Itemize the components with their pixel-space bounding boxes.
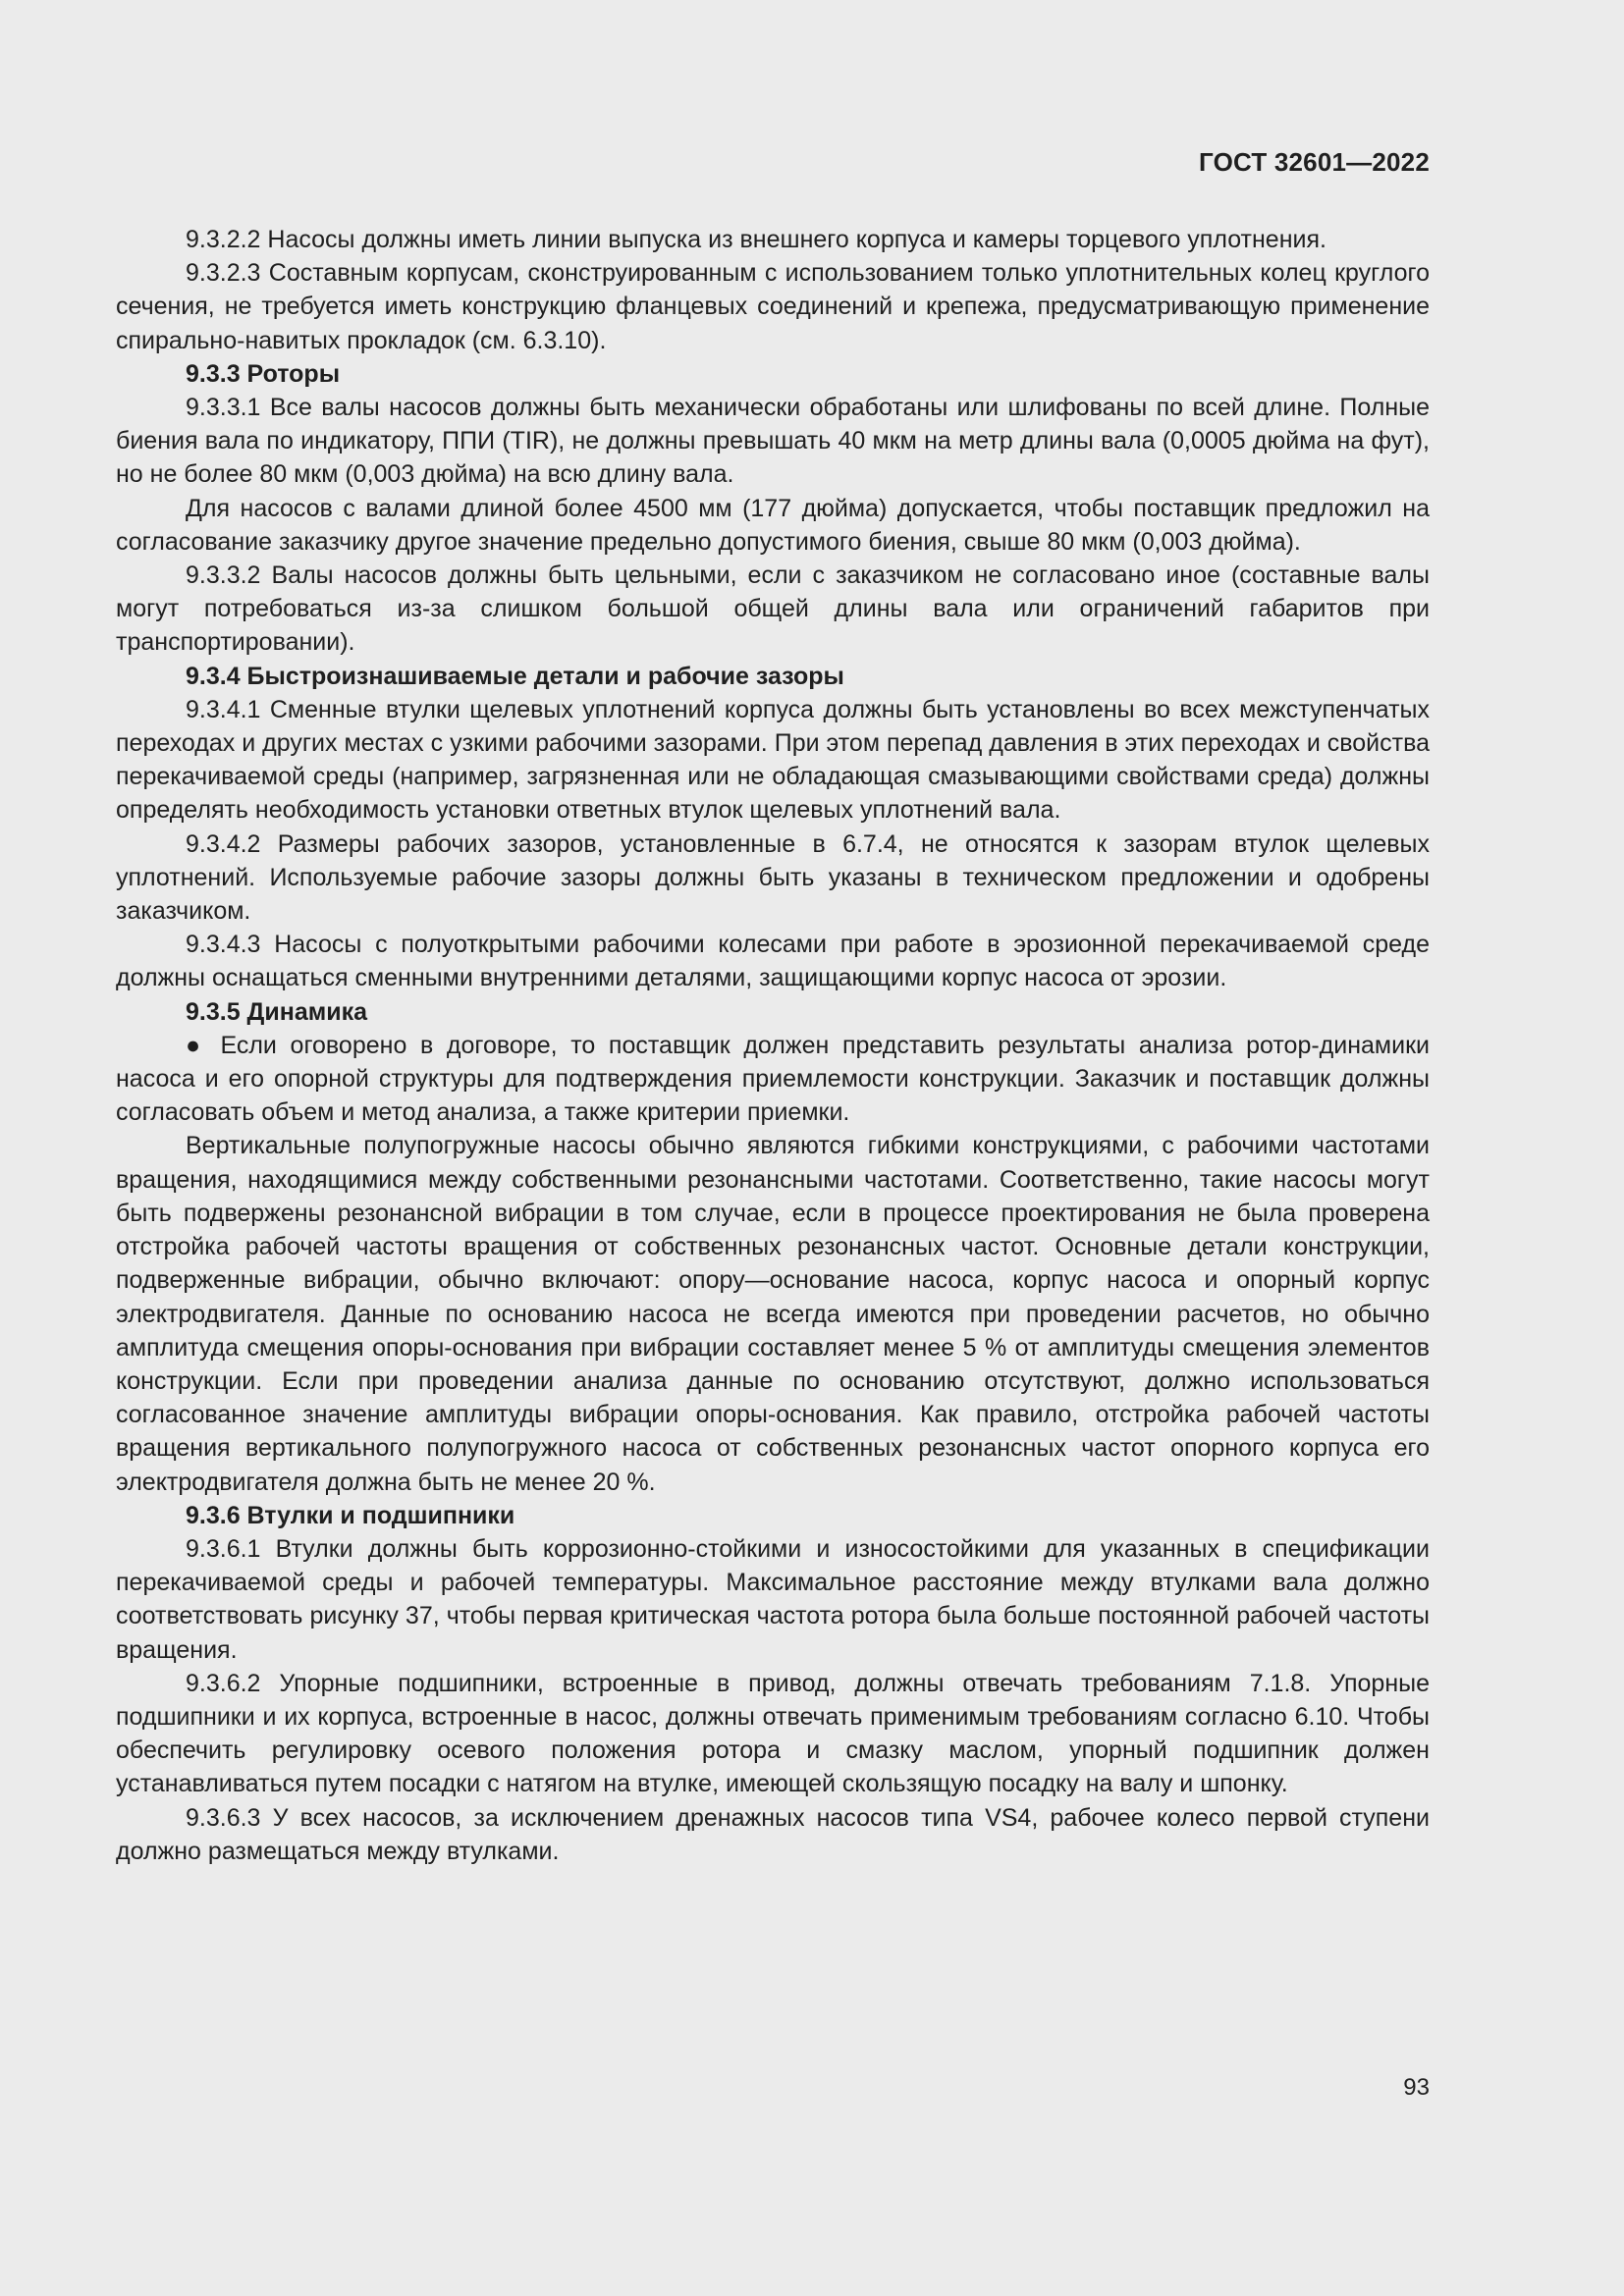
section-heading: 9.3.5 Динамика — [186, 997, 368, 1026]
paragraph: Вертикальные полупогружные насосы обычно являются гибкими конструкциями, с рабочими частотами вращения, находящимися между собственными резонансными частотами. Соответственно, такие насосы могут быть подвержены резонансной вибрации в том случае, если в процессе проектирования не была проверена отстройка рабочей частоты вращения от собственных резонансных частот. Основные детали конструкции, подверженные вибрации, обычно включают: опору—основание насоса, корпус насоса и опорный корпус электродвигателя. Данные по основанию насоса не всегда имеются при проведении расчетов, но обычно амплитуда смещения опоры-основания при вибрации составляет менее 5 % от амплитуды смещения элементов конструкции. Если при проведении анализа данные по основанию отсутствуют, должно использоваться согласованное значение амплитуды вибрации опоры-основания. Как правило, отстройка рабочей частоты вращения вертикального полупогружного насоса от собственных резонансных частот опорного корпуса его электродвигателя должна быть не менее 20 %. — [116, 1132, 1430, 1496]
paragraph: 9.3.6.1 Втулки должны быть коррозионно-стойкими и износостойкими для указанных в спецификации перекачиваемой среды и рабочей температуры. Максимальное расстояние между втулками вала должно соответствовать рисунку 37, чтобы первая критическая частота ротора была больше постоянной рабочей частоты вращения. — [116, 1534, 1430, 1664]
document-body — [116, 223, 1430, 1868]
paragraph: Для насосов с валами длиной более 4500 мм (177 дюйма) допускается, чтобы поставщик предложил на согласование заказчику другое значение предельно допустимого биения, свыше 80 мкм (0,003 дюйма). — [116, 494, 1430, 556]
paragraph: 9.3.3.2 Валы насосов должны быть цельными, если с заказчиком не согласовано иное (составные валы могут потребоваться из-за слишком большой общей длины вала или ограничений габаритов при транспортировании). — [116, 561, 1430, 657]
paragraph: 9.3.4.2 Размеры рабочих зазоров, установленные в 6.7.4, не относятся к зазорам втулок щелевых уплотнений. Используемые рабочие зазоры должны быть указаны в техническом предложении и одобрены заказчиком. — [116, 829, 1430, 926]
paragraph: ● Если оговорено в договоре, то поставщик должен представить результаты анализа ротор-динамики насоса и его опорной структуры для подтверждения приемлемости конструкции. Заказчик и поставщик должны согласовать объем и метод анализа, а также критерии приемки. — [116, 1031, 1430, 1127]
paragraph: 9.3.4.1 Сменные втулки щелевых уплотнений корпуса должны быть установлены во всех межступенчатых переходах и других местах с узкими рабочими зазорами. При этом перепад давления в этих переходах и свойства перекачиваемой среды (например, загрязненная или не обладающая смазывающими свойствами среда) должны определять необходимость установки ответных втулок щелевых уплотнений вала. — [116, 695, 1430, 825]
document-header: ГОСТ 32601—2022 — [1199, 147, 1430, 177]
paragraph: 9.3.6.3 У всех насосов, за исключением дренажных насосов типа VS4, рабочее колесо первой ступени должно размещаться между втулками. — [116, 1803, 1430, 1865]
paragraph: 9.3.4.3 Насосы с полуоткрытыми рабочими колесами при работе в эрозионной перекачиваемой среде должны оснащаться сменными внутренними деталями, защищающими корпус насоса от эрозии. — [116, 931, 1430, 992]
section-heading: 9.3.6 Втулки и подшипники — [186, 1501, 515, 1529]
paragraph: 9.3.2.2 Насосы должны иметь линии выпуска из внешнего корпуса и камеры торцевого уплотнения. — [186, 226, 1326, 253]
paragraph: 9.3.6.2 Упорные подшипники, встроенные в привод, должны отвечать требованиям 7.1.8. Упорные подшипники и их корпуса, встроенные в насос, должны отвечать применимым требованиям согласно 6.10. Чтобы обеспечить регулировку осевого положения ротора и смазку маслом, упорный подшипник должен устанавливаться путем посадки с натягом на втулке, имеющей скользящую посадку на валу и шпонку. — [116, 1669, 1430, 1798]
section-heading: 9.3.3 Роторы — [186, 359, 341, 388]
paragraph: 9.3.2.3 Составным корпусам, сконструированным с использованием только уплотнительных колец круглого сечения, не требуется иметь конструкцию фланцевых соединений и крепежа, предусматривающую применение спирально-навитых прокладок (см. 6.3.10). — [116, 259, 1430, 354]
page-number: 93 — [1403, 2074, 1430, 2101]
section-heading: 9.3.4 Быстроизнашиваемые детали и рабочие зазоры — [186, 662, 844, 690]
paragraph: 9.3.3.1 Все валы насосов должны быть механически обработаны или шлифованы по всей длине. Полные биения вала по индикатору, ППИ (TIR), не должны превышать 40 мкм на метр длины вала (0,0005 дюйма на фут), но не более 80 мкм (0,003 дюйма) на всю длину вала. — [116, 394, 1430, 489]
